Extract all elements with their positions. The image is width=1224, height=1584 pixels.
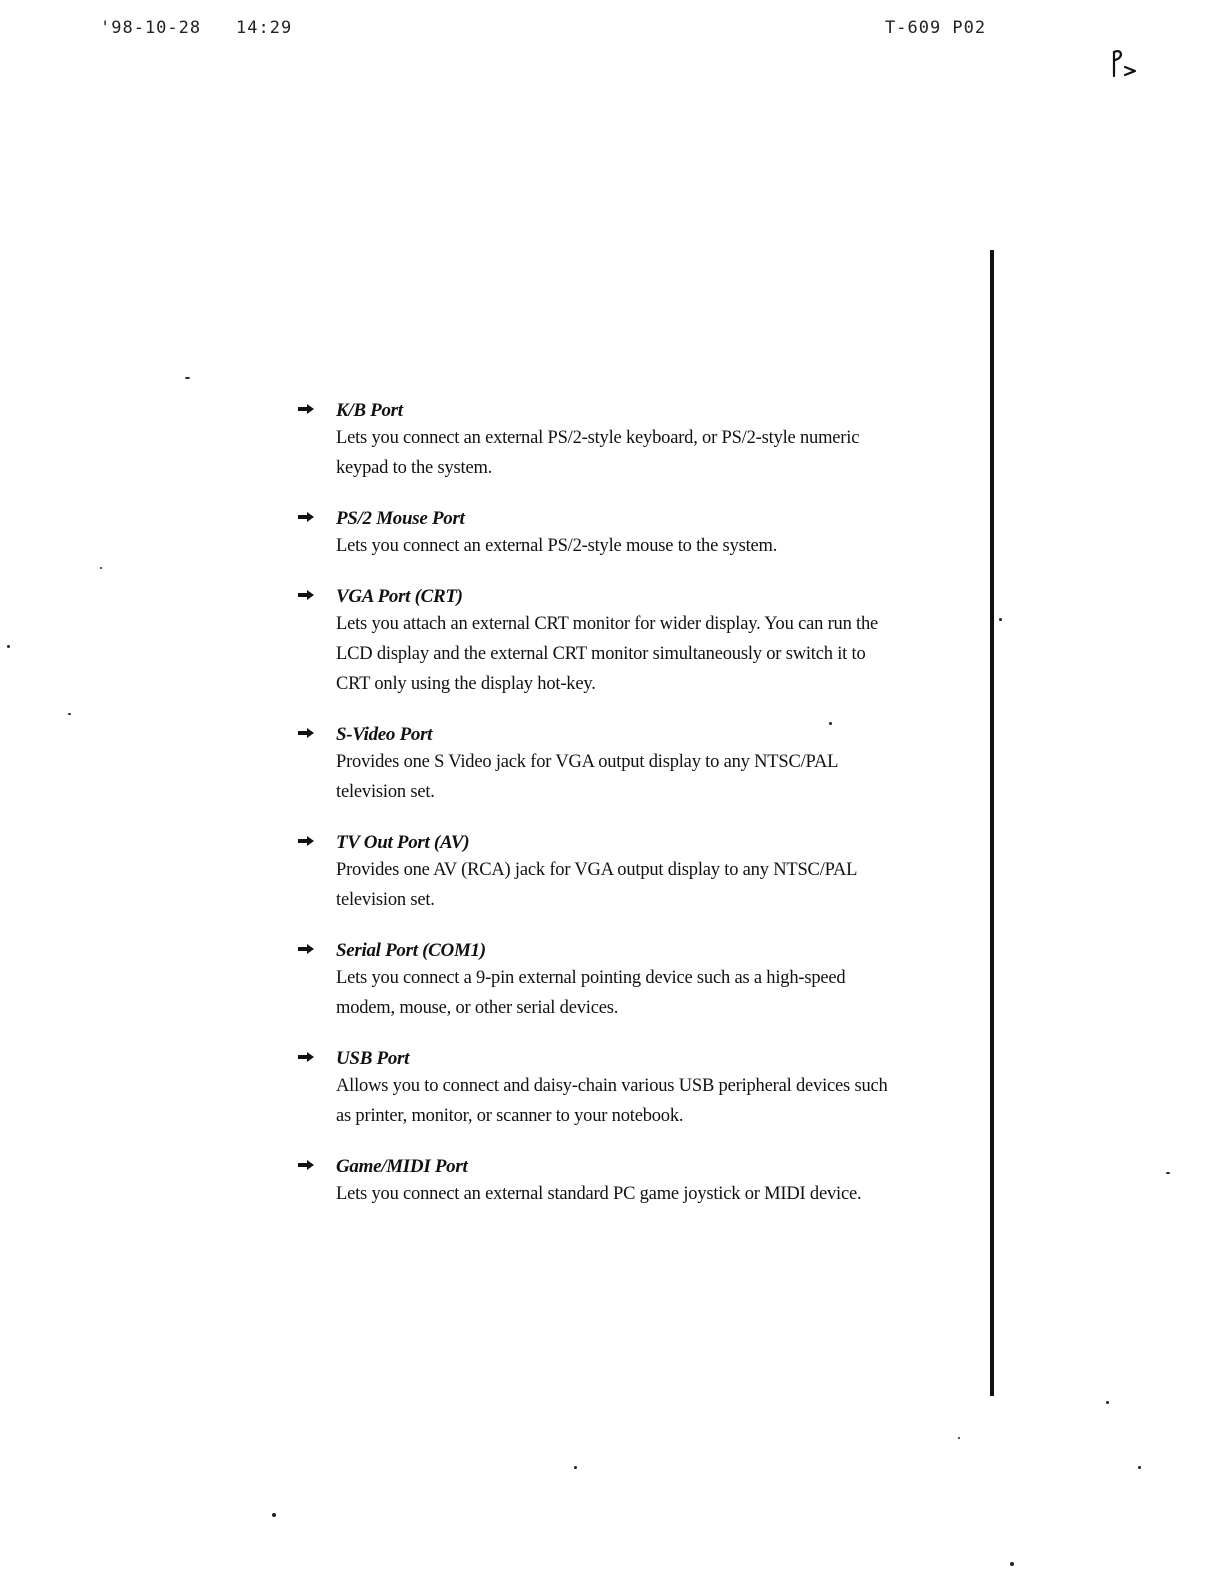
port-item-serial bbox=[298, 938, 898, 1023]
port-item-vga bbox=[298, 584, 898, 699]
scan-speck bbox=[999, 618, 1002, 621]
port-item-ps2-mouse bbox=[298, 506, 898, 561]
arrow-bullet-icon bbox=[298, 1160, 314, 1170]
port-item-tv-out bbox=[298, 830, 898, 915]
port-description: Lets you connect an external PS/2-style keyboard, or PS/2-style numeric keypad to the system. bbox=[336, 428, 860, 478]
port-item-usb bbox=[298, 1046, 898, 1131]
scan-speck bbox=[68, 713, 71, 715]
port-item-kb bbox=[298, 398, 898, 483]
port-title: Serial Port (COM1) bbox=[336, 940, 486, 961]
scan-speck bbox=[1138, 1466, 1141, 1469]
arrow-bullet-icon bbox=[298, 836, 314, 846]
scan-speck bbox=[1010, 1562, 1014, 1566]
scan-speck bbox=[829, 722, 832, 725]
port-description: Lets you connect an external standard PC game joystick or MIDI device. bbox=[336, 1184, 862, 1204]
port-description: Lets you connect an external PS/2-style mouse to the system. bbox=[336, 536, 778, 556]
arrow-bullet-icon bbox=[298, 944, 314, 954]
arrow-bullet-icon bbox=[298, 1052, 314, 1062]
scan-speck bbox=[272, 1513, 276, 1517]
handwritten-page-mark bbox=[1108, 46, 1148, 82]
port-description: Lets you attach an external CRT monitor for wider display. You can run the LCD display and the external CRT monitor simultaneously or switch it to CRT only using the display hot-key. bbox=[336, 614, 879, 694]
port-title: K/B Port bbox=[336, 400, 403, 421]
margin-rule bbox=[990, 250, 994, 1396]
scan-speck bbox=[1166, 1172, 1170, 1174]
fax-page-code: T-609 P02 bbox=[885, 18, 987, 38]
port-item-game-midi bbox=[298, 1154, 898, 1209]
port-title: Game/MIDI Port bbox=[336, 1156, 468, 1177]
port-title: PS/2 Mouse Port bbox=[336, 508, 465, 529]
scan-speck bbox=[7, 645, 10, 648]
port-list bbox=[298, 398, 898, 1232]
scan-speck bbox=[958, 1437, 960, 1439]
port-description: Provides one S Video jack for VGA output display to any NTSC/PAL television set. bbox=[336, 752, 838, 802]
arrow-bullet-icon bbox=[298, 404, 314, 414]
port-description: Allows you to connect and daisy-chain various USB peripheral devices such as printer, monitor, or scanner to your notebook. bbox=[336, 1076, 888, 1126]
arrow-bullet-icon bbox=[298, 590, 314, 600]
scan-speck bbox=[185, 377, 190, 379]
arrow-bullet-icon bbox=[298, 728, 314, 738]
port-title: TV Out Port (AV) bbox=[336, 832, 470, 853]
arrow-bullet-icon bbox=[298, 512, 314, 522]
port-item-s-video bbox=[298, 722, 898, 807]
port-description: Lets you connect a 9-pin external pointing device such as a high-speed modem, mouse, or other serial devices. bbox=[336, 968, 846, 1018]
port-description: Provides one AV (RCA) jack for VGA output display to any NTSC/PAL television set. bbox=[336, 860, 857, 910]
port-title: S-Video Port bbox=[336, 724, 433, 745]
fax-time: 14:29 bbox=[236, 18, 293, 38]
port-title: VGA Port (CRT) bbox=[336, 586, 463, 607]
port-title: USB Port bbox=[336, 1048, 410, 1069]
scan-speck bbox=[574, 1466, 577, 1469]
scan-speck bbox=[100, 567, 102, 569]
fax-date: '98-10-28 bbox=[100, 18, 202, 38]
scan-speck bbox=[1106, 1401, 1109, 1404]
